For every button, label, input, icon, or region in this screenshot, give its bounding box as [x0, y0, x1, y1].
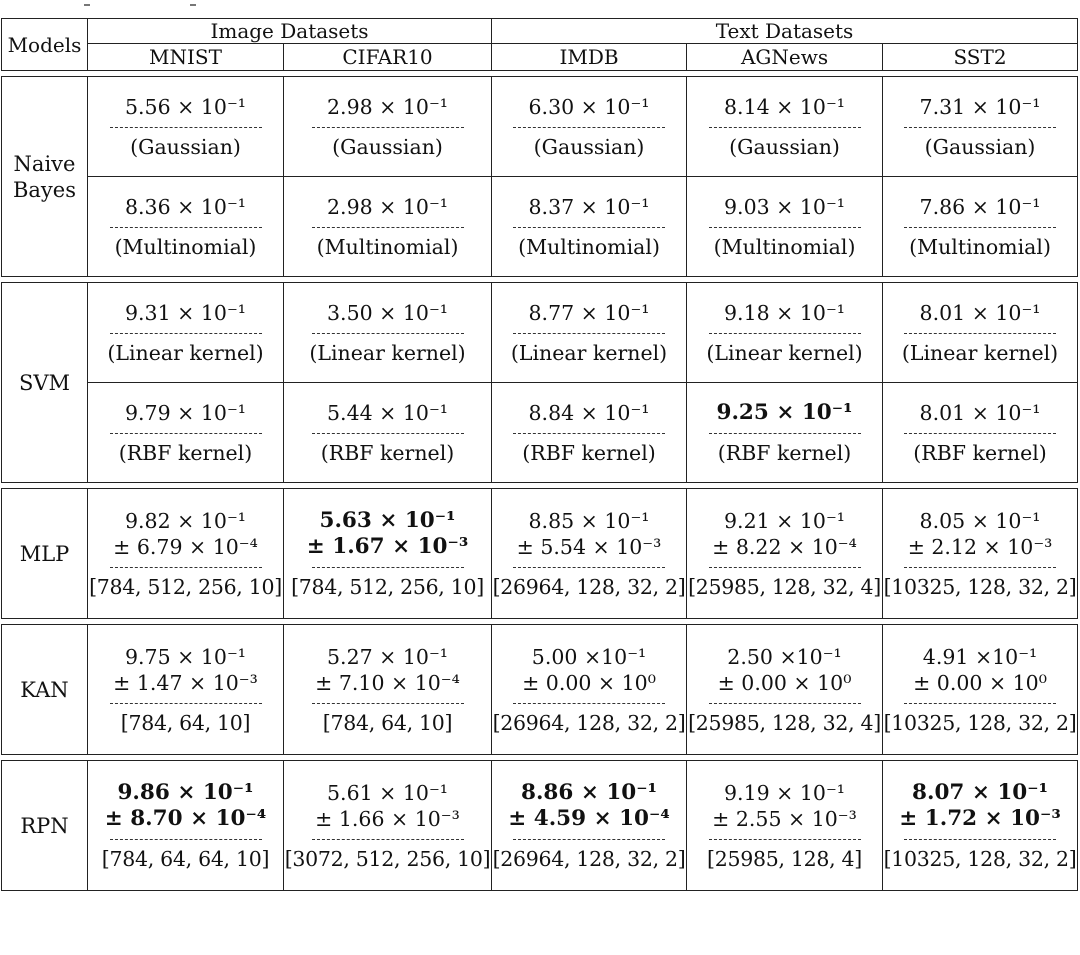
model-name-svm: SVM: [2, 283, 88, 483]
dashed-divider: [904, 567, 1056, 568]
dashed-divider: [110, 703, 262, 704]
accuracy-std-best: ± 1.67 × 10⁻³: [306, 533, 469, 559]
result-cell: [687, 761, 883, 891]
result-cell: [687, 625, 883, 755]
dashed-divider: [513, 703, 665, 704]
table-row: [2, 177, 1078, 277]
dataset-header-sst2: SST2: [883, 44, 1078, 71]
variant-label: (RBF kernel): [522, 440, 656, 465]
accuracy-value: 8.14 × 10⁻¹: [724, 94, 845, 119]
architecture-config: [25985, 128, 4]: [707, 846, 862, 871]
table-row: [2, 489, 1078, 619]
dashed-divider: [709, 839, 861, 840]
accuracy-std: ± 0.00 × 10⁰: [913, 670, 1047, 695]
accuracy-std: ± 8.22 × 10⁻⁴: [712, 534, 857, 559]
models-header: Models: [2, 19, 88, 71]
architecture-config: [26964, 128, 32, 2]: [492, 710, 686, 735]
accuracy-mean: 2.50 ×10⁻¹: [727, 644, 842, 669]
accuracy-value-best: 9.25 × 10⁻¹: [716, 399, 853, 425]
result-cell: [88, 489, 284, 619]
accuracy-value: 8.77 × 10⁻¹: [528, 300, 650, 325]
variant-label: (RBF kernel): [320, 440, 455, 465]
result-cell: [883, 489, 1078, 619]
architecture-config: [3072, 512, 256, 10]: [284, 846, 491, 871]
result-cell: [492, 625, 687, 755]
result-cell: [492, 489, 687, 619]
table-row: [2, 77, 1078, 177]
variant-label: (Multinomial): [518, 234, 660, 259]
model-name-rpn: RPN: [2, 761, 88, 891]
accuracy-value: 5.44 × 10⁻¹: [327, 400, 448, 425]
dashed-divider: [904, 703, 1056, 704]
accuracy-mean-best: 8.86 × 10⁻¹: [520, 779, 658, 805]
accuracy-mean-best: 8.07 × 10⁻¹: [912, 779, 1049, 805]
dashed-divider: [513, 567, 665, 568]
variant-label: (Linear kernel): [107, 340, 264, 365]
result-cell: [883, 761, 1078, 891]
variant-label: (Multinomial): [316, 234, 459, 259]
variant-label: (Gaussian): [533, 134, 645, 159]
model-name-line: Bayes: [12, 177, 77, 202]
architecture-config: [784, 64, 64, 10]: [101, 846, 270, 871]
accuracy-mean-best: 9.86 × 10⁻¹: [117, 779, 254, 805]
accuracy-value: 9.18 × 10⁻¹: [724, 300, 845, 325]
architecture-config: [10325, 128, 32, 2]: [883, 574, 1077, 599]
table-row: [2, 383, 1078, 483]
architecture-config: [10325, 128, 32, 2]: [883, 846, 1077, 871]
architecture-config: [26964, 128, 32, 2]: [492, 574, 686, 599]
dashed-divider: [709, 333, 861, 334]
accuracy-mean: 5.00 ×10⁻¹: [531, 644, 647, 669]
dashed-divider: [312, 567, 464, 568]
model-name-mlp: MLP: [2, 489, 88, 619]
dashed-divider: [709, 127, 861, 128]
dashed-divider: [110, 839, 262, 840]
dashed-divider: [904, 839, 1056, 840]
dashed-divider: [513, 127, 665, 128]
dashed-divider: [709, 227, 861, 228]
result-cell: [883, 625, 1078, 755]
result-cell: [883, 383, 1078, 483]
accuracy-mean-best: 5.63 × 10⁻¹: [319, 507, 456, 533]
dashed-divider: [904, 333, 1056, 334]
result-cell: [88, 625, 284, 755]
result-cell: [284, 177, 492, 277]
dashed-divider: [312, 127, 464, 128]
dashed-divider: [709, 433, 861, 434]
variant-label: (Linear kernel): [510, 340, 668, 365]
variant-label: (Gaussian): [332, 134, 443, 159]
architecture-config: [784, 64, 10]: [322, 710, 453, 735]
accuracy-std: ± 5.54 × 10⁻³: [516, 534, 662, 559]
architecture-config: [10325, 128, 32, 2]: [883, 710, 1077, 735]
table-row: [2, 625, 1078, 755]
variant-label: (Multinomial): [713, 234, 856, 259]
dashed-divider: [110, 227, 262, 228]
dashed-divider: [513, 433, 665, 434]
variant-label: (Linear kernel): [309, 340, 466, 365]
architecture-config: [25985, 128, 32, 4]: [688, 710, 881, 735]
accuracy-mean: 8.05 × 10⁻¹: [919, 508, 1041, 533]
accuracy-value: 2.98 × 10⁻¹: [327, 194, 448, 219]
dashed-divider: [110, 127, 262, 128]
dashed-divider: [904, 433, 1056, 434]
results-table: [1, 18, 1078, 891]
result-cell: [883, 177, 1078, 277]
variant-label: (RBF kernel): [717, 440, 852, 465]
dataset-header-imdb: IMDB: [492, 44, 687, 71]
variant-label: (Linear kernel): [901, 340, 1059, 365]
variant-label: (Gaussian): [130, 134, 241, 159]
result-cell: [88, 177, 284, 277]
accuracy-value: 5.56 × 10⁻¹: [125, 94, 246, 119]
variant-label: (Gaussian): [729, 134, 840, 159]
accuracy-mean: 9.21 × 10⁻¹: [724, 508, 845, 533]
result-cell: [492, 177, 687, 277]
accuracy-value: 8.36 × 10⁻¹: [125, 194, 246, 219]
result-cell: [88, 383, 284, 483]
result-cell: [687, 383, 883, 483]
accuracy-mean: 5.27 × 10⁻¹: [327, 644, 448, 669]
dashed-divider: [513, 839, 665, 840]
accuracy-value: 6.30 × 10⁻¹: [528, 94, 650, 119]
accuracy-value: 7.31 × 10⁻¹: [919, 94, 1041, 119]
architecture-config: [25985, 128, 32, 4]: [688, 574, 881, 599]
accuracy-std: ± 2.12 × 10⁻³: [907, 534, 1053, 559]
accuracy-value: 8.01 × 10⁻¹: [919, 400, 1041, 425]
result-cell: [492, 77, 687, 177]
dashed-divider: [312, 433, 464, 434]
accuracy-mean: 9.19 × 10⁻¹: [724, 780, 845, 805]
variant-label: (Multinomial): [114, 234, 257, 259]
table-row: [2, 761, 1078, 891]
variant-label: (Gaussian): [924, 134, 1036, 159]
variant-label: (Multinomial): [909, 234, 1051, 259]
dataset-header-mnist: MNIST: [88, 44, 284, 71]
result-cell: [492, 761, 687, 891]
accuracy-mean: 8.85 × 10⁻¹: [528, 508, 650, 533]
dashed-divider: [904, 227, 1056, 228]
architecture-config: [26964, 128, 32, 2]: [492, 846, 686, 871]
accuracy-std: ± 7.10 × 10⁻⁴: [315, 670, 460, 695]
dashed-divider: [513, 227, 665, 228]
result-cell: [687, 489, 883, 619]
result-cell: [883, 283, 1078, 383]
accuracy-value: 9.31 × 10⁻¹: [125, 300, 246, 325]
accuracy-mean: 5.61 × 10⁻¹: [327, 780, 448, 805]
accuracy-std: ± 6.79 × 10⁻⁴: [113, 534, 258, 559]
dashed-divider: [904, 127, 1056, 128]
dashed-divider: [312, 333, 464, 334]
dashed-divider: [312, 703, 464, 704]
variant-label: (Linear kernel): [706, 340, 863, 365]
table-row: [2, 283, 1078, 383]
dashed-divider: [312, 839, 464, 840]
model-name-naive-bayes: [2, 77, 88, 277]
accuracy-std: ± 2.55 × 10⁻³: [712, 806, 857, 831]
architecture-config: [784, 512, 256, 10]: [291, 574, 484, 599]
result-cell: [88, 77, 284, 177]
architecture-config: [784, 64, 10]: [120, 710, 251, 735]
result-cell: [284, 77, 492, 177]
model-name-line: Naive: [13, 151, 76, 176]
accuracy-value: 9.03 × 10⁻¹: [724, 194, 845, 219]
result-cell: [284, 489, 492, 619]
result-cell: [687, 283, 883, 383]
accuracy-std: ± 1.47 × 10⁻³: [113, 670, 258, 695]
result-cell: [284, 283, 492, 383]
result-cell: [284, 761, 492, 891]
model-name-kan: KAN: [2, 625, 88, 755]
accuracy-value: 8.01 × 10⁻¹: [919, 300, 1041, 325]
accuracy-std-best: ± 4.59 × 10⁻⁴: [508, 805, 670, 831]
accuracy-value: 8.37 × 10⁻¹: [528, 194, 650, 219]
accuracy-std-best: ± 8.70 × 10⁻⁴: [104, 805, 267, 831]
crop-artifact-mark: [84, 4, 90, 6]
dataset-header-cifar10: CIFAR10: [284, 44, 492, 71]
accuracy-mean: 4.91 ×10⁻¹: [922, 644, 1038, 669]
accuracy-std: ± 0.00 × 10⁰: [522, 670, 656, 695]
accuracy-mean: 9.82 × 10⁻¹: [125, 508, 246, 533]
accuracy-std: ± 1.66 × 10⁻³: [315, 806, 460, 831]
accuracy-value: 9.79 × 10⁻¹: [125, 400, 246, 425]
result-cell: [687, 177, 883, 277]
result-cell: [492, 283, 687, 383]
result-cell: [88, 761, 284, 891]
dashed-divider: [709, 567, 861, 568]
crop-artifact-mark: [190, 4, 196, 6]
dashed-divider: [709, 703, 861, 704]
accuracy-std-best: ± 1.72 × 10⁻³: [899, 805, 1061, 831]
image-datasets-header: Image Datasets: [88, 19, 492, 44]
accuracy-value: 2.98 × 10⁻¹: [327, 94, 448, 119]
dashed-divider: [312, 227, 464, 228]
dashed-divider: [110, 333, 262, 334]
dataset-header-agnews: AGNews: [687, 44, 883, 71]
result-cell: [284, 383, 492, 483]
result-cell: [687, 77, 883, 177]
text-datasets-header: Text Datasets: [492, 19, 1078, 44]
accuracy-mean: 9.75 × 10⁻¹: [125, 644, 246, 669]
variant-label: (RBF kernel): [913, 440, 1047, 465]
variant-label: (RBF kernel): [118, 440, 253, 465]
dashed-divider: [110, 567, 262, 568]
result-cell: [284, 625, 492, 755]
accuracy-value: 3.50 × 10⁻¹: [327, 300, 448, 325]
dashed-divider: [513, 333, 665, 334]
result-cell: [492, 383, 687, 483]
result-cell: [88, 283, 284, 383]
result-cell: [883, 77, 1078, 177]
dashed-divider: [110, 433, 262, 434]
accuracy-std: ± 0.00 × 10⁰: [717, 670, 852, 695]
accuracy-value: 7.86 × 10⁻¹: [919, 194, 1041, 219]
architecture-config: [784, 512, 256, 10]: [89, 574, 282, 599]
accuracy-value: 8.84 × 10⁻¹: [528, 400, 650, 425]
